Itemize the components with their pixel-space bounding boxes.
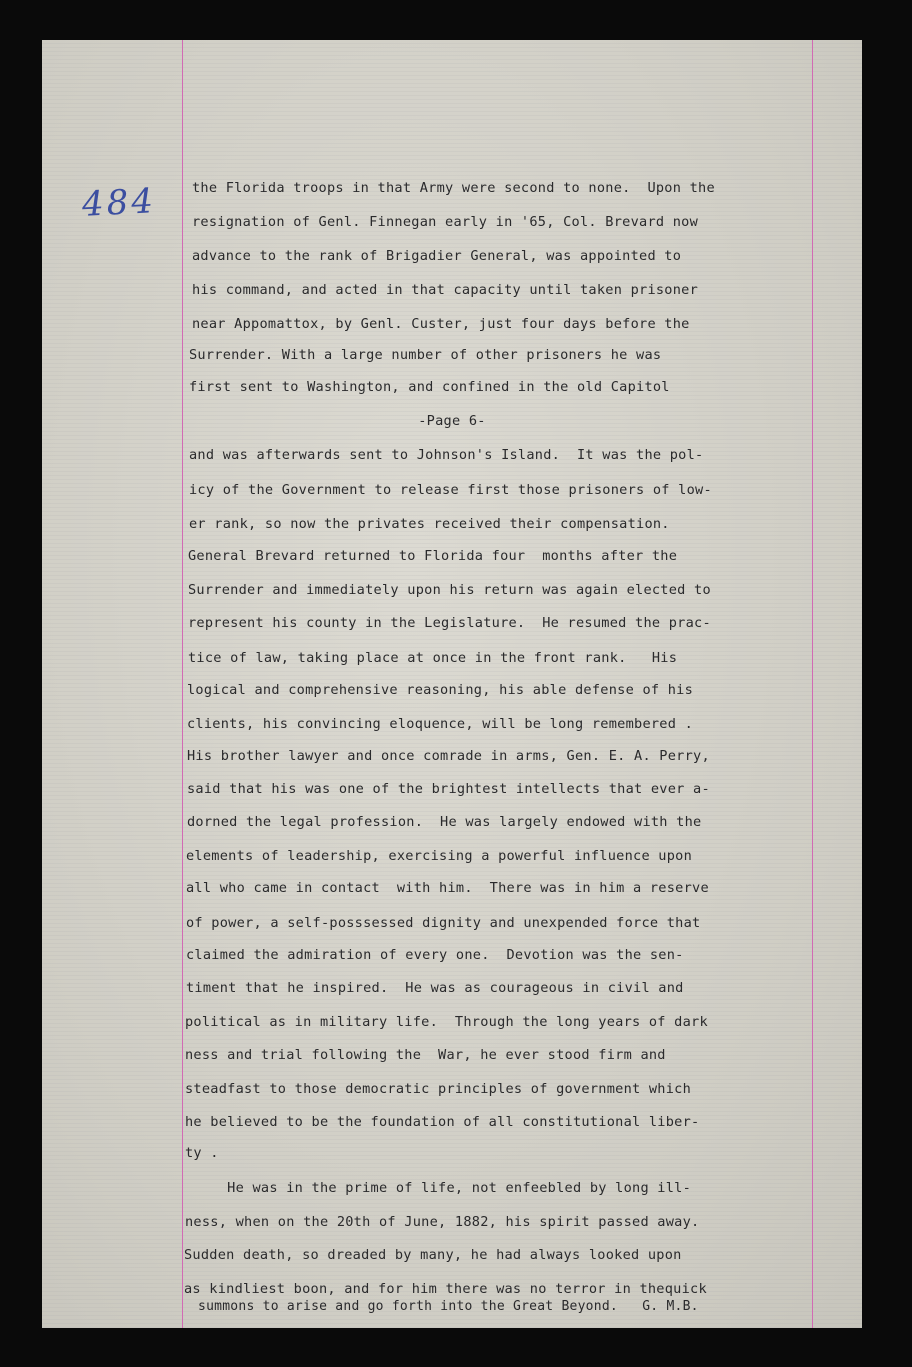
text-line: He was in the prime of life, not enfeebled by long ill- bbox=[185, 1180, 692, 1196]
text-line: near Appomattox, by Genl. Custer, just four days before the bbox=[192, 316, 690, 332]
text-line: steadfast to those democratic principles of government which bbox=[185, 1081, 692, 1097]
text-line: General Brevard returned to Florida four months after the bbox=[188, 548, 678, 564]
text-line: represent his county in the Legislature. He resumed the prac- bbox=[188, 615, 711, 631]
text-line: ness and trial following the War, he ever stood firm and bbox=[185, 1047, 666, 1063]
text-line: first sent to Washington, and confined in the old Capitol bbox=[189, 379, 670, 395]
page-marker: -Page 6- bbox=[418, 413, 486, 429]
text-line: tice of law, taking place at once in the front rank. His bbox=[188, 650, 678, 666]
text-line: ty . bbox=[185, 1145, 219, 1161]
document-page bbox=[42, 40, 862, 1328]
text-line: all who came in contact with him. There was in him a reserve bbox=[186, 880, 709, 896]
text-line: claimed the admiration of every one. Devotion was the sen- bbox=[186, 947, 684, 963]
text-line: Surrender and immediately upon his return was again elected to bbox=[188, 582, 711, 598]
text-line: elements of leadership, exercising a powerful influence upon bbox=[186, 848, 693, 864]
text-line: er rank, so now the privates received their compensation. bbox=[189, 516, 670, 532]
text-line: the Florida troops in that Army were second to none. Upon the bbox=[192, 180, 715, 196]
text-line: icy of the Government to release first those prisoners of low- bbox=[189, 482, 712, 498]
text-line: timent that he inspired. He was as courageous in civil and bbox=[186, 980, 684, 996]
text-line: resignation of Genl. Finnegan early in '65, Col. Brevard now bbox=[192, 214, 699, 230]
text-line: his command, and acted in that capacity until taken prisoner bbox=[192, 282, 699, 298]
right-margin-rule bbox=[812, 40, 813, 1328]
text-line: logical and comprehensive reasoning, his able defense of his bbox=[187, 682, 694, 698]
text-line: ness, when on the 20th of June, 1882, his spirit passed away. bbox=[185, 1214, 700, 1230]
text-line: political as in military life. Through the long years of dark bbox=[185, 1014, 708, 1030]
text-line: he believed to be the foundation of all constitutional liber- bbox=[185, 1114, 700, 1130]
text-line: of power, a self-posssessed dignity and unexpended force that bbox=[186, 915, 701, 931]
text-line: and was afterwards sent to Johnson's Island. It was the pol- bbox=[189, 447, 704, 463]
text-line: said that his was one of the brightest intellects that ever a- bbox=[187, 781, 710, 797]
text-line: His brother lawyer and once comrade in arms, Gen. E. A. Perry, bbox=[187, 748, 710, 764]
text-line: dorned the legal profession. He was largely endowed with the bbox=[187, 814, 702, 830]
text-line: advance to the rank of Brigadier General, was appointed to bbox=[192, 248, 682, 264]
closing-line-signature: summons to arise and go forth into the Great Beyond. G. M.B. bbox=[198, 1299, 699, 1314]
text-line: clients, his convincing eloquence, will be long remembered . bbox=[187, 716, 694, 732]
text-line: Sudden death, so dreaded by many, he had always looked upon bbox=[184, 1247, 682, 1263]
folio-number: 484 bbox=[81, 181, 157, 225]
text-line: as kindliest boon, and for him there was no terror in thequick bbox=[184, 1281, 707, 1297]
left-margin-rule bbox=[182, 40, 183, 1328]
text-line: Surrender. With a large number of other prisoners he was bbox=[189, 347, 662, 363]
